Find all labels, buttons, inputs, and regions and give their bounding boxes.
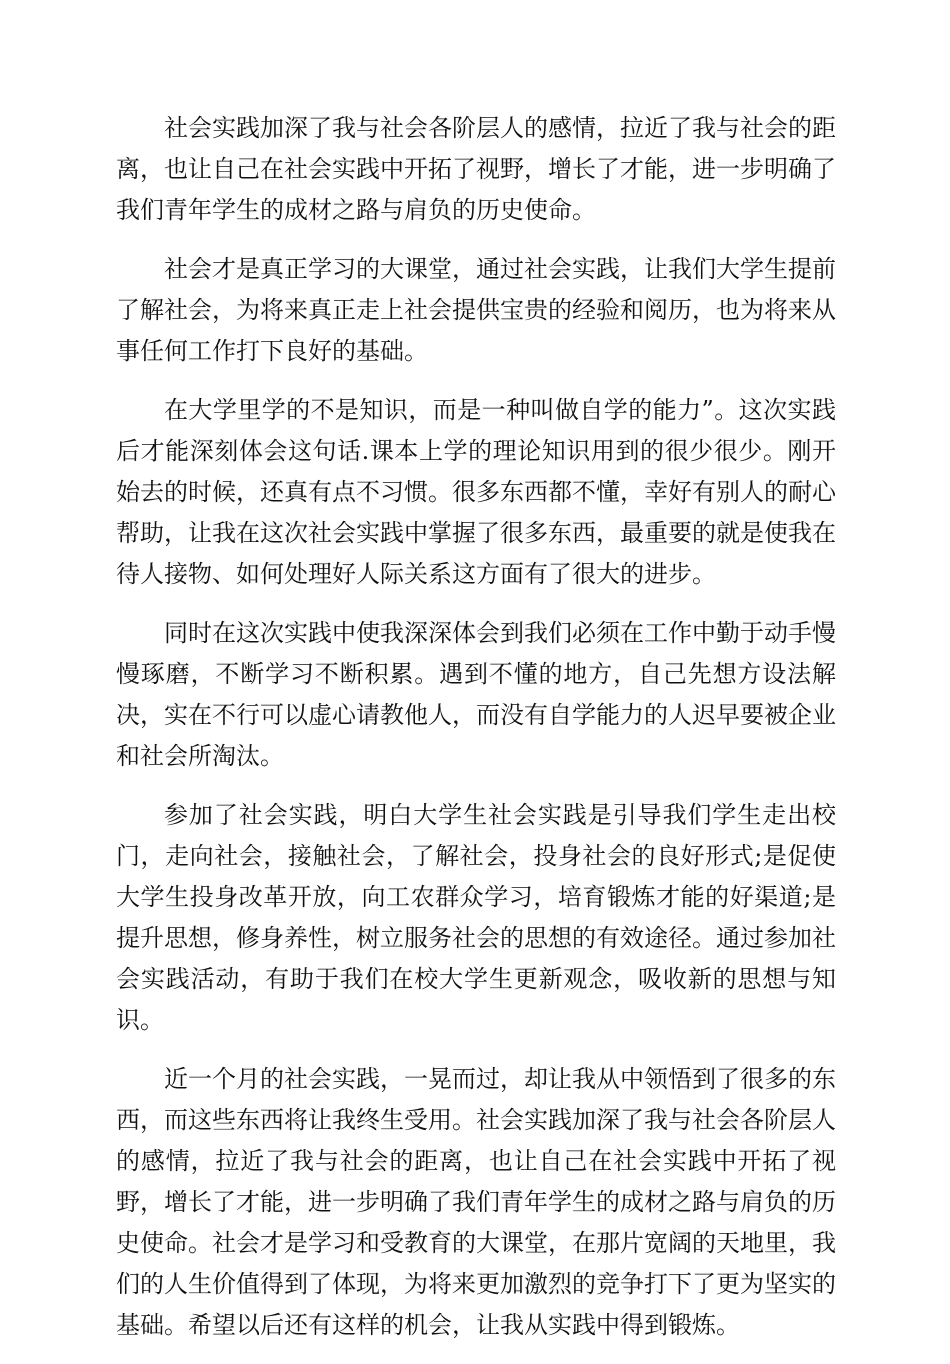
paragraph: 社会实践加深了我与社会各阶层人的感情，拉近了我与社会的距离，也让自己在社会实践中开拓了视野，增长了才能，进一步明确了我们青年学生的成材之路与肩负的历史使命。 [116,114,836,224]
paragraph: 在大学里学的不是知识，而是一种叫做自学的能力”。这次实践后才能深刻体会这句话.课本上学的理论知识用到的很少很少。刚开始去的时候，还真有点不习惯。很多东西都不懂，幸好有别人的耐心帮助，让我在这次社会实践中掌握了很多东西，最重要的就是使我在待人接物、如何处理好人际关系这方面有了很大的进步。 [116,396,836,588]
paragraph: 近一个月的社会实践，一晃而过，却让我从中领悟到了很多的东西，而这些东西将让我终生受用。社会实践加深了我与社会各阶层人的感情，拉近了我与社会的距离，也让自己在社会实践中开拓了视野，增长了才能，进一步明确了我们青年学生的成材之路与肩负的历史使命。社会才是学习和受教育的大课堂，在那片宽阔的天地里，我们的人生价值得到了体现，为将来更加激烈的竞争打下了更为坚实的基础。希望以后还有这样的机会，让我从实践中得到锻炼。 [116,1065,836,1339]
paragraph: 社会才是真正学习的大课堂，通过社会实践，让我们大学生提前了解社会，为将来真正走上社会提供宝贵的经验和阅历，也为将来从事任何工作打下良好的基础。 [116,255,836,365]
document-body [116,108,836,1364]
paragraph: 同时在这次实践中使我深深体会到我们必须在工作中勤于动手慢慢琢磨，不断学习不断积累。遇到不懂的地方，自己先想方设法解决，实在不行可以虚心请教他人，而没有自学能力的人迟早要被企业和社会所淘汰。 [116,619,836,770]
paragraph: 参加了社会实践，明白大学生社会实践是引导我们学生走出校门，走向社会，接触社会，了解社会，投身社会的良好形式;是促使大学生投身改革开放，向工农群众学习，培育锻炼才能的好渠道;是提升思想，修身养性，树立服务社会的思想的有效途径。通过参加社会实践活动，有助于我们在校大学生更新观念，吸收新的思想与知识。 [116,801,836,1034]
